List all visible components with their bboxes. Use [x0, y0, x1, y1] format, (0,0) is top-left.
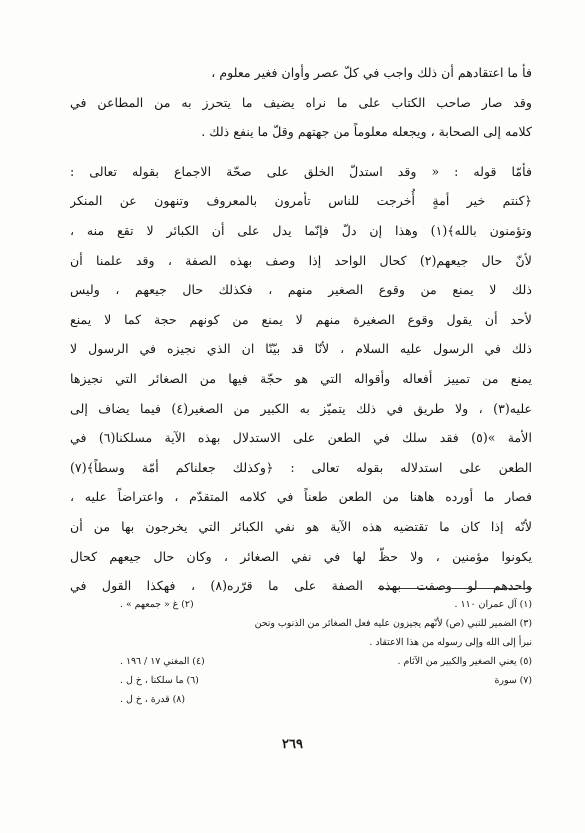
footnote-3-continued: نبرأ إلى الله وإلى رسوله من هذا الاعتقاد .: [369, 637, 532, 648]
text-line: واحدهم لو وصفت بهذه الصفة على ما قرّره(٨) ، فهكذا القول في: [70, 578, 532, 594]
footnote-5: (٥) يعني الصغير والكبير من الآثام .: [397, 656, 532, 667]
page-number: ٢٦٩: [282, 737, 303, 752]
text-line: كلامه إلى الصحابة ، ويجعله معلوماً من جهتهم وقلّ ما ينفع ذلك .: [201, 124, 532, 140]
main-text: [70, 58, 532, 601]
footnote-8: (٨) قدرة ، خ ل .: [120, 694, 185, 705]
footnote-4: (٤) المغني ١٧ / ١٩٦ .: [120, 656, 205, 667]
text-line: وقد صار صاحب الكتاب على ما نراه يضيف ما يتحرز به من المطاعن في: [70, 94, 532, 110]
footnote-6: (٦) ما سلكنا ، خ ل .: [120, 675, 199, 686]
text-line: لأنّه إذا كان ما تقتضيه هذه الآية هو نفي الكبائر التي يخرجون بها من أن: [70, 518, 532, 534]
footnote-7: (٧) سورة: [494, 675, 532, 686]
text-line: لأحد أن يقول وقوع الصغيرة منهم لا يمنع من كونهم حجة كما لا يمنع: [70, 311, 532, 327]
footnote-row: [70, 690, 532, 709]
footnote-divider: [378, 588, 532, 589]
text-line: يمنع من تمييز أفعاله وأقواله التي هو حجّة فيها من الصغائر التي نجيزها: [70, 370, 532, 386]
footnote-row: [70, 652, 532, 671]
footnote-row: [70, 595, 532, 614]
text-line: ذلك لا يمنع من وقوع الصغير منهم ، فكذلك حال جيعهم ، وليس: [70, 282, 532, 298]
text-line: الطعن على استدلاله بقوله تعالى : ﴿وكذلك جعلناكم أمّة وسطاً﴾(٧): [70, 459, 532, 475]
text-line: الأمة »(٥) فقد سلك في الطعن على الاستدلال بهذه الآية مسلكنا(٦) في: [70, 430, 532, 446]
text-line: فأمّا قوله : « وقد استدلّ الخلق على صحّة الاجماع بقوله تعالى :: [70, 163, 532, 179]
text-line: فصار ما أورده هاهنا من الطعن طعناً في كلامه المتقدّم ، واعتراضاً عليه ،: [70, 489, 532, 505]
footnote-row: [70, 671, 532, 690]
footnotes: [70, 595, 532, 709]
footnote-1: (١) آل عمران ١١٠ .: [454, 599, 532, 610]
text-line: لأنّ حال جيعهم(٢) كحال الواحد إذا وصف بهذه الصفة ، وقد علمنا أن: [70, 252, 532, 268]
text-line: ذلك في الرسول عليه السلام ، لأنّا قد بيّنّا ان الذي نجيزه في الرسول لا: [70, 341, 532, 357]
text-line: عليه(٣) ، ولا طريق في ذلك يتميّز به الكبير من الصغير(٤) فيما يضاف إلى: [70, 400, 532, 416]
text-line: ﴿كنتم خير أمةٍ أُخرجت للناس تأمرون بالمعروف وتنهون عن المنكر: [70, 193, 532, 209]
text-line: وتؤمنون بالله﴾(١) وهذا إن دلّ فإنّما يدل على أن الكبائر لا تقع منه ،: [70, 222, 532, 238]
text-line: فأ ما اعتقادهم أن ذلك واجب في كلّ عصر وأوان فغير معلوم ،: [211, 65, 532, 80]
footnote-3: (٣) الضمير للنبي (ص) لأنّهم يجيزون عليه فعل الصغائر من الذنوب ونحن: [254, 618, 532, 629]
footnote-2: (٢) غ « جمعهم » .: [120, 599, 194, 610]
text-line: يكونوا مؤمنين ، ولا حظّ لها في نفي الصغائر ، وكان حال جيعهم كحال: [70, 548, 532, 564]
